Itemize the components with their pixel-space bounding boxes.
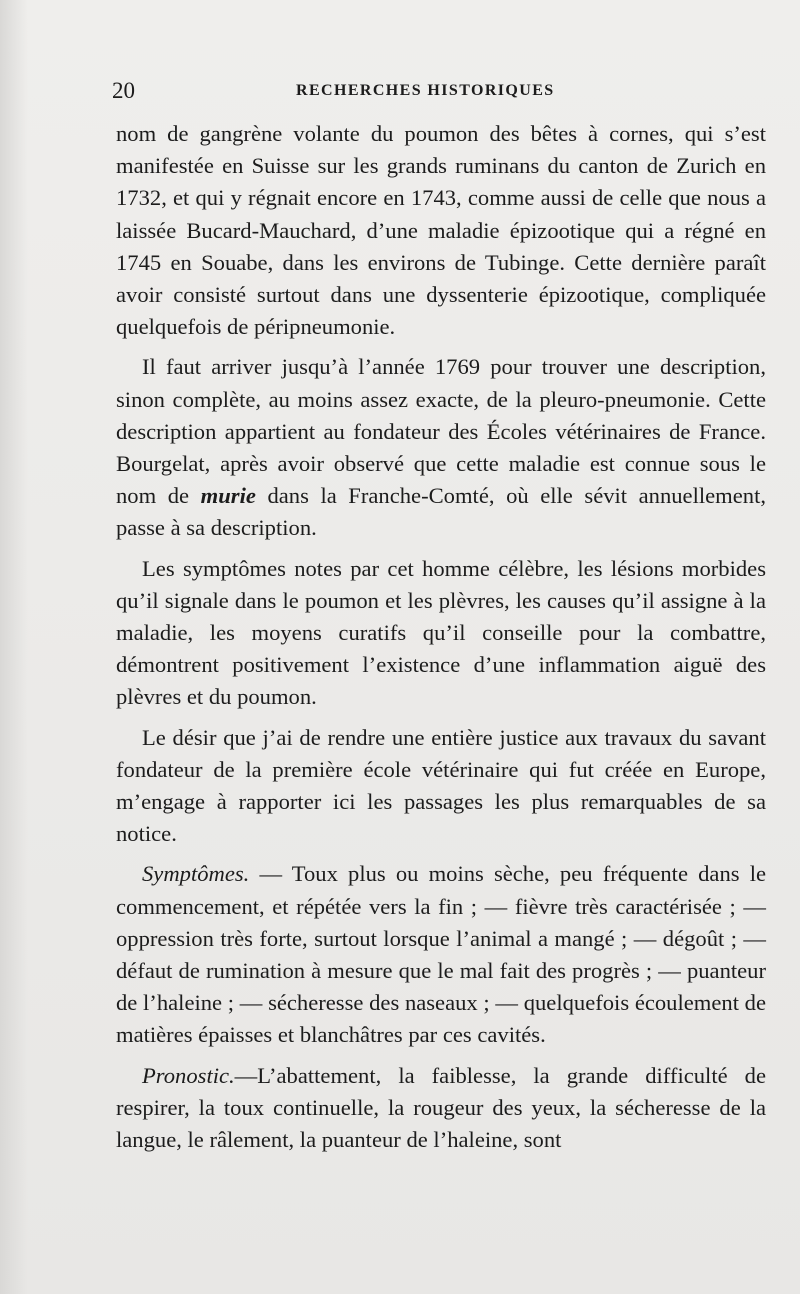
paragraph-2-text-before: Il faut arriver jusqu’à l’année 1769 pour trouver une description, sinon complète, au moins assez exacte, de la pleuro-pneumonie. Cette description appartient au fondateur des Écoles vétérinaires de France. Bourgelat, après avoir observé que cette maladie est connue sous le nom de [116,354,766,509]
pronostic-heading: Pronostic. [142,1062,235,1088]
paragraph-pronostic [116,1060,766,1157]
page-edge-shadow [0,0,28,1294]
paragraph-3: Les symptômes notes par cet homme célèbre, les lésions morbides qu’il signale dans le poumon et les plèvres, les causes qu’il assigne à la maladie, les moyens curatifs qu’il conseille pour la combattre, démontrent positivement l’existence d’une inflammation aiguë des plèvres et du poumon. [116,555,766,710]
pronostic-text: —L’abattement, la faiblesse, la grande difficulté de respirer, la toux continuelle, la rougeur des yeux, la sécheresse de la langue, le râlement, la puanteur de l’haleine, sont [116,1062,766,1153]
running-title: RECHERCHES HISTORIQUES [296,82,555,99]
paragraph-2-text-after: dans la Franche-Comté, où elle sévit annuellement, passe à sa description. [116,483,766,541]
paragraph-symptomes [116,858,766,1051]
symptomes-heading: Symptômes. [142,861,250,887]
paragraph-2-term: murie [200,483,256,509]
paragraph-2 [116,351,766,544]
symptomes-text: — Toux plus ou moins sèche, peu fréquente dans le commencement, et répétée vers la fin ; — fièvre très caractérisée ; — oppression très forte, surtout lorsque l’animal a mangé ; — dégoût ; — défaut de rumination à mesure que le mal fait des progrès ; — puanteur de l’haleine ; — sécheresse des naseaux ; — quelquefois écoulement de matières épaisses et blanchâtres par ces cavités. [116,861,766,1048]
page-number: 20 [112,78,135,103]
paragraph-1: nom de gangrène volante du poumon des bêtes à cornes, qui s’est manifestée en Suisse sur les grands ruminans du canton de Zurich en 1732, et qui y régnait encore en 1743, comme aussi de celle que nous a laissée Bucard-Mauchard, d’une maladie épizootique qui a régné en 1745 en Souabe, dans les environs de Tubinge. Cette dernière paraît avoir consisté surtout dans une dyssenterie épizootique, compliquée quelquefois de péripneumonie. [116,121,766,340]
running-head [112,74,766,104]
paragraph-4: Le désir que j’ai de rendre une entière justice aux travaux du savant fondateur de la première école vétérinaire qui fut créée en Europe, m’engage à rapporter ici les passages les plus remarquables de sa notice. [116,724,766,847]
